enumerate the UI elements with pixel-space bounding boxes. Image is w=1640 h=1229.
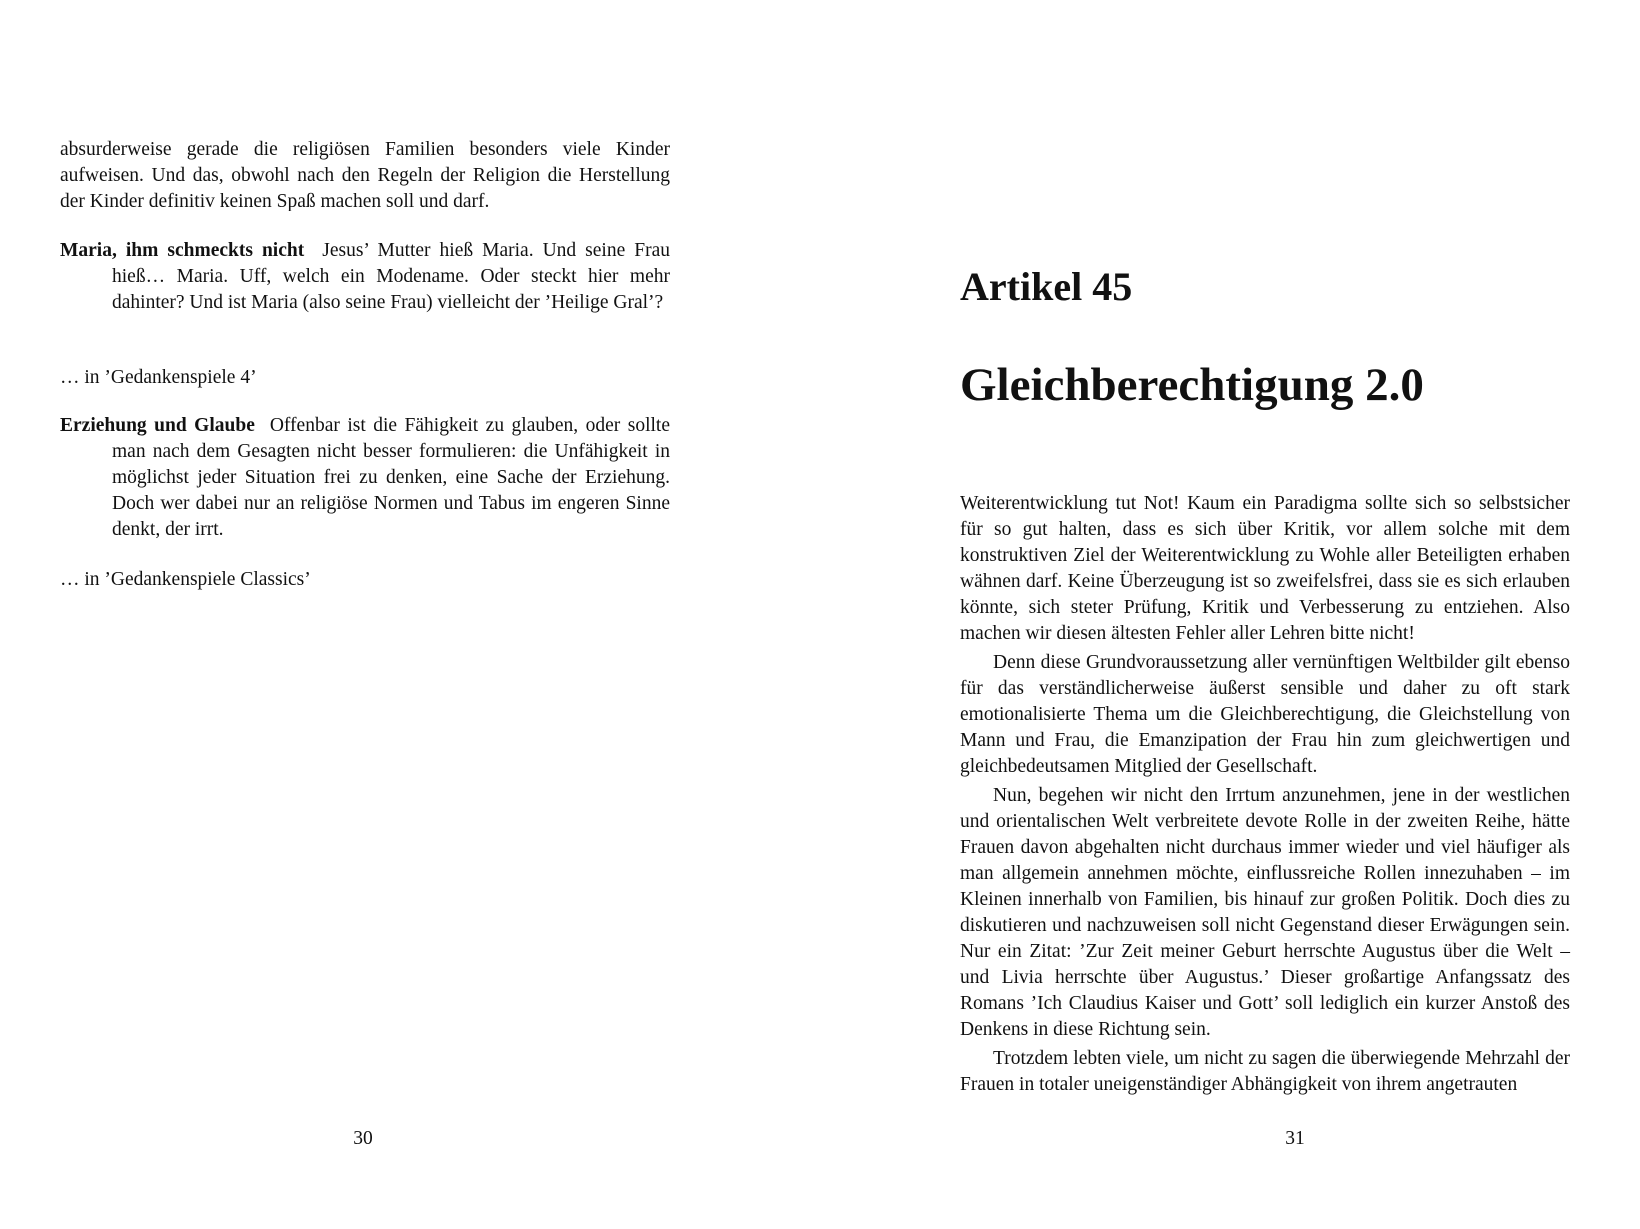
entry-text: Jesus’ Mutter hieß Maria. Und seine Frau hieß… Maria. Uff, welch ein Modename. Oder steckt hier mehr dahinter? Und ist Maria (also seine Frau) vielleicht der ’Heilige Gral’? (112, 240, 670, 313)
paragraph: Trotzdem lebten viele, um nicht zu sagen die überwiegende Mehrzahl der Frauen in totaler uneigenständiger Abhängigkeit von ihrem angetrauten (960, 1048, 1570, 1095)
entry-reference: … in ’Gedankenspiele 4’ (60, 367, 257, 388)
entry-body (60, 238, 670, 316)
glossary-entry (60, 413, 670, 543)
entry-text: Offenbar ist die Fähigkeit zu glauben, oder sollte man nach dem Gesagten nicht besser formulieren: die Unfähigkeit in möglichst jeder Situation frei zu denken, eine Sache der Erziehung. Doch wer dabei nur an religiöse Normen und Tabus im engeren Sinne denkt, der irrt. (112, 415, 671, 540)
chapter-body (960, 491, 1570, 1101)
entry-term: Maria, ihm schmeckts nicht (60, 240, 305, 261)
paragraph: Denn diese Grundvoraussetzung aller vernünftigen Weltbilder gilt ebenso für das verständlicherweise äußerst sensible und daher zu oft stark emotionalisierte Thema um die Gleichberechtigung, die Gleichstellung von Mann und Frau, die Emanzipation der Frau hin zum gleichwertigen und gleichbedeutsamen Mitglied der Gesellschaft. (960, 652, 1570, 777)
entry-body (60, 413, 671, 543)
continuation-paragraph: absurderweise gerade die religiösen Familien besonders viele Kinder aufweisen. Und das, obwohl nach den Regeln der Religion die Herstellung der Kinder definitiv keinen Spaß machen soll und darf. (60, 139, 670, 211)
paragraph: Weiterentwicklung tut Not! Kaum ein Paradigma sollte sich so selbstsicher für so gut halten, dass es sich über Kritik, vor allem solche mit dem konstruktiven Ziel der Weiterentwicklung zu Wohle aller Beteiligten erhaben wähnen darf. Keine Überzeugung ist so zweifelsfrei, dass sie es sich erlauben könnte, sich steter Prüfung, Kritik und Verbesserung zu entziehen. Also machen wir diesen ältesten Fehler aller Lehren bitte nicht! (960, 493, 1570, 644)
glossary-entry (60, 238, 670, 316)
chapter-label: Artikel 45 (960, 264, 1133, 309)
chapter-title: Gleichberechtigung 2.0 (960, 359, 1424, 411)
page-number: 31 (1285, 1128, 1305, 1149)
page-number: 30 (353, 1128, 373, 1149)
paragraph: Nun, begehen wir nicht den Irrtum anzunehmen, jene in der westlichen und orientalischen Welt verbreitete devote Rolle in der zweiten Reihe, hätte Frauen davon abgehalten nicht durchaus immer wieder und viel häufiger als man allgemein annehmen möchte, einflussreiche Rollen innezuhaben – im Kleinen innerhalb von Familien, bis hinauf zur großen Politik. Doch dies zu diskutieren und nachzuweisen soll nicht Gegenstand dieser Erwägungen sein. Nur ein Zitat: ’Zur Zeit meiner Geburt herrschte Augustus über die Welt – und Livia herrschte über Augustus.’ Dieser großartige Anfangssatz des Romans ’Ich Claudius Kaiser und Gott’ soll lediglich ein kurzer Anstoß des Denkens in diese Richtung sein. (960, 785, 1570, 1040)
entry-reference: … in ’Gedankenspiele Classics’ (60, 569, 311, 590)
entry-term: Erziehung und Glaube (60, 415, 255, 436)
right-page (820, 0, 1640, 1229)
